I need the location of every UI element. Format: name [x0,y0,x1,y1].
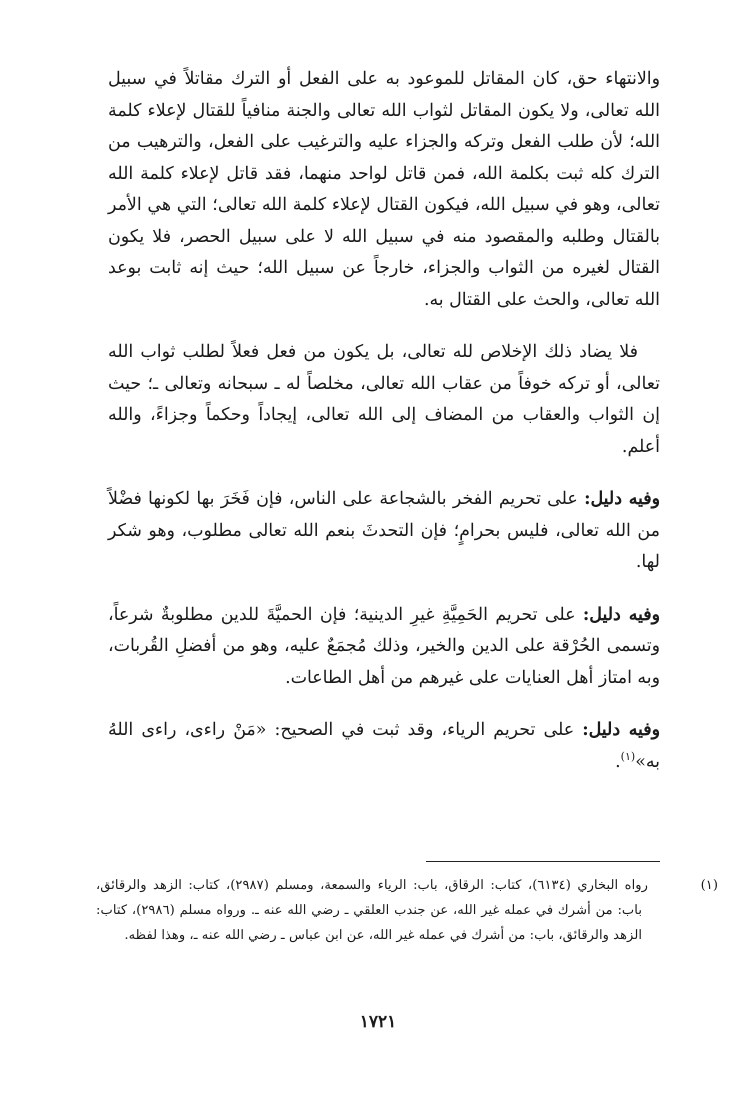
evidence-text: على تحريم الحَمِيَّةِ غيرِ الدينية؛ فإن الحميَّةَ للدين مطلوبةٌ شرعاً، وتسمى الحُرْقة على الدين والخير، وذلك مُجمَعٌ عليه، وهو من أفضلِ القُربات، وبه امتاز أهل العنايات على غيرهم من أهل الطاعات. [108,604,660,688]
evidence-paragraph-2 [108,600,660,695]
footnote-1 [96,873,718,948]
evidence-text: على تحريم الرياء، وقد ثبت في الصحيح: «مَنْ راءى، راءى اللهُ به» [108,720,660,772]
paragraph-2: فلا يضاد ذلك الإخلاص لله تعالى، بل يكون من فعل فعلاً لطلب ثواب الله تعالى، أو تركه خوفاً من عقاب الله تعالى، مخلصاً له ـ سبحانه وتعالى ـ؛ حيث إن الثواب والعقاب من المضاف إلى الله تعالى، إيجاداً وحكماً وجزاءً، والله أعلم. [108,342,660,457]
evidence-lead: وفيه دليل: [582,720,661,740]
footnote-number: (١) [700,878,718,893]
evidence-lead: وفيه دليل: [582,604,661,625]
evidence-lead: وفيه دليل: [584,489,661,509]
evidence-paragraph-1 [108,484,660,579]
evidence-paragraph-3 [108,715,660,778]
paragraph-1: والانتهاء حق، كان المقاتل للموعود به على الفعل أو الترك مقاتلاً في سبيل الله تعالى، ولا يكون المقاتل لثواب الله تعالى والجنة منافياً للقتال لإعلاء كلمة الله؛ لأن طلب الفعل وتركه والجزاء عليه والترغيب على الفعل، والترهيب من الترك كله ثبت بكلمة الله، فمن قاتل لواحد منهما، فقد قاتل لإعلاء كلمة الله تعالى، وهو في سبيل الله، فيكون القتال لإعلاء كلمة الله تعالى؛ التي هي الأمر بالقتال وطلبه والمقصود منه في سبيل الله لا على سبيل الحصر، فلا يكون القتال لغيره من الثواب والجزاء، خارجاً عن سبيل الله؛ حيث إنه ثابت بوعد الله تعالى، والحث على القتال به. [108,69,660,310]
evidence-tail: . [615,751,621,772]
main-text [108,64,660,799]
evidence-text: على تحريم الفخر بالشجاعة على الناس، فإن فَخَرَ بها لكونها فضْلاً من الله تعالى، فليس بحرامٍ؛ فإن التحدثَ بنعم الله تعالى مطلوب، وهو شكر لها. [108,489,660,572]
page-number: ١٧٢١ [359,1012,397,1032]
footnote-reference[interactable]: (١) [620,749,636,763]
footnote-divider [426,861,660,862]
footnote-text: رواه البخاري (٦١٣٤)، كتاب: الرقاق، باب: الرياء والسمعة، ومسلم (٢٩٨٧)، كتاب: الزهد والرقائق، باب: من أشرك في عمله غير الله، عن جندب العلقي ـ رضي الله عنه ـ. ورواه مسلم (٢٩٨٦)، كتاب: الزهد والرقائق، باب: من أشرك في عمله غير الله، عن ابن عباس ـ رضي الله عنه ـ، وهذا لفظه. [96,878,648,943]
footnotes [96,873,718,948]
